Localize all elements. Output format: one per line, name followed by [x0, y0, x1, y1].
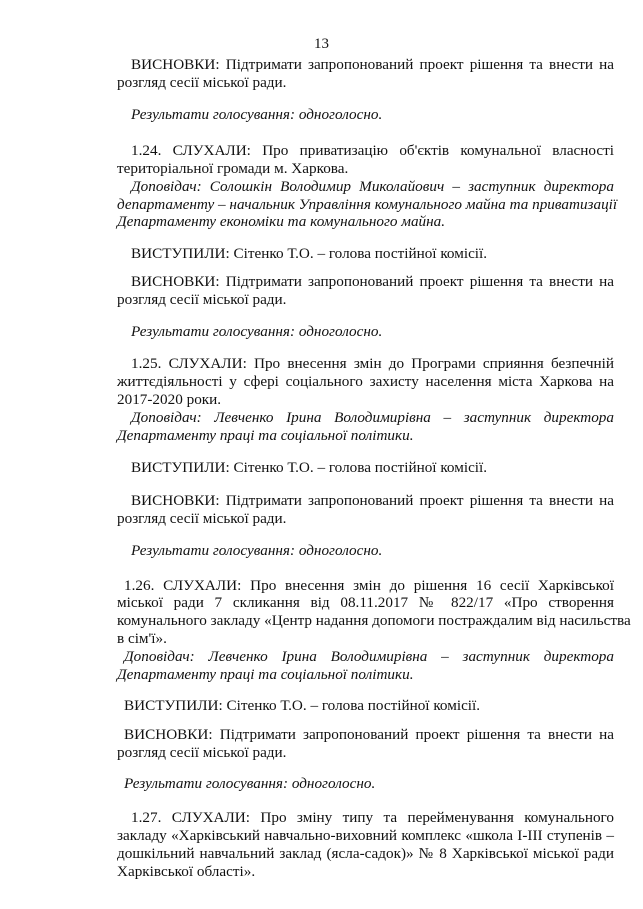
speaker-line: Доповідач: Левченко Ірина Володимирівна – заступник директора	[124, 648, 614, 665]
heard-item-126: 1.26. СЛУХАЛИ: Про внесення змін до рішення 16 сесії Харківської	[124, 577, 614, 594]
spoke-line: ВИСТУПИЛИ: Сітенко Т.О. – голова постійної комісії.	[131, 245, 488, 262]
spoke-line: ВИСТУПИЛИ: Сітенко Т.О. – голова постійної комісії.	[124, 697, 481, 714]
speaker-line-cont: департаменту – начальник Управління комунального майна та приватизації	[117, 196, 618, 213]
speaker-line: Доповідач: Солошкін Володимир Миколайович – заступник директора	[131, 178, 614, 195]
spoke-line: ВИСТУПИЛИ: Сітенко Т.О. – голова постійної комісії.	[131, 459, 488, 476]
conclusions-line: ВИСНОВКИ: Підтримати запропонований проект рішення та внести на	[131, 273, 614, 290]
heard-item-125-cont: 2017-2020 роки.	[117, 391, 222, 408]
heard-item-124: 1.24. СЛУХАЛИ: Про приватизацію об'єктів комунальної власності	[131, 142, 614, 159]
heard-item-125-cont: життєдіяльності у сфері соціального захисту населення міста Харкова на	[117, 373, 614, 390]
voting-result: Результати голосування: одноголосно.	[131, 323, 383, 340]
page-number: 13	[314, 36, 329, 52]
heard-item-127: 1.27. СЛУХАЛИ: Про зміну типу та перейменування комунального	[131, 809, 614, 826]
heard-item-126-cont: міської ради 7 скликання від 08.11.2017 № 822/17 «Про створення	[117, 594, 614, 611]
heard-item-126-cont: комунального закладу «Центр надання допомоги постраждалим від насильства	[117, 612, 631, 629]
speaker-line: Доповідач: Левченко Ірина Володимирівна – заступник директора	[131, 409, 614, 426]
conclusions-line-cont: розгляд сесії міської ради.	[117, 74, 287, 91]
heard-item-127-cont: дошкільний навчальний заклад (ясла-садок)» № 8 Харківської міської ради	[117, 845, 614, 862]
speaker-line-cont: Департаменту праці та соціальної політики.	[117, 427, 414, 444]
heard-item-126-cont: в сім'ї».	[117, 630, 167, 647]
voting-result: Результати голосування: одноголосно.	[131, 106, 383, 123]
speaker-line-cont: Департаменту економіки та комунального майна.	[117, 213, 446, 230]
heard-item-125: 1.25. СЛУХАЛИ: Про внесення змін до Програми сприяння безпечній	[131, 355, 614, 372]
conclusions-line: ВИСНОВКИ: Підтримати запропонований проект рішення та внести на	[131, 492, 614, 509]
heard-item-127-cont: закладу «Харківський навчально-виховний комплекс «школа І-ІІІ ступенів –	[117, 827, 614, 844]
voting-result: Результати голосування: одноголосно.	[124, 775, 376, 792]
conclusions-line-cont: розгляд сесії міської ради.	[117, 744, 287, 761]
conclusions-line-cont: розгляд сесії міської ради.	[117, 291, 287, 308]
conclusions-line: ВИСНОВКИ: Підтримати запропонований проект рішення та внести на	[124, 726, 614, 743]
heard-item-127-cont: Харківської області».	[117, 863, 256, 880]
conclusions-line-cont: розгляд сесії міської ради.	[117, 510, 287, 527]
voting-result: Результати голосування: одноголосно.	[131, 542, 383, 559]
speaker-line-cont: Департаменту праці та соціальної політики.	[117, 666, 414, 683]
heard-item-124-cont: територіальної громади м. Харкова.	[117, 160, 349, 177]
conclusions-line: ВИСНОВКИ: Підтримати запропонований проект рішення та внести на	[131, 56, 614, 73]
